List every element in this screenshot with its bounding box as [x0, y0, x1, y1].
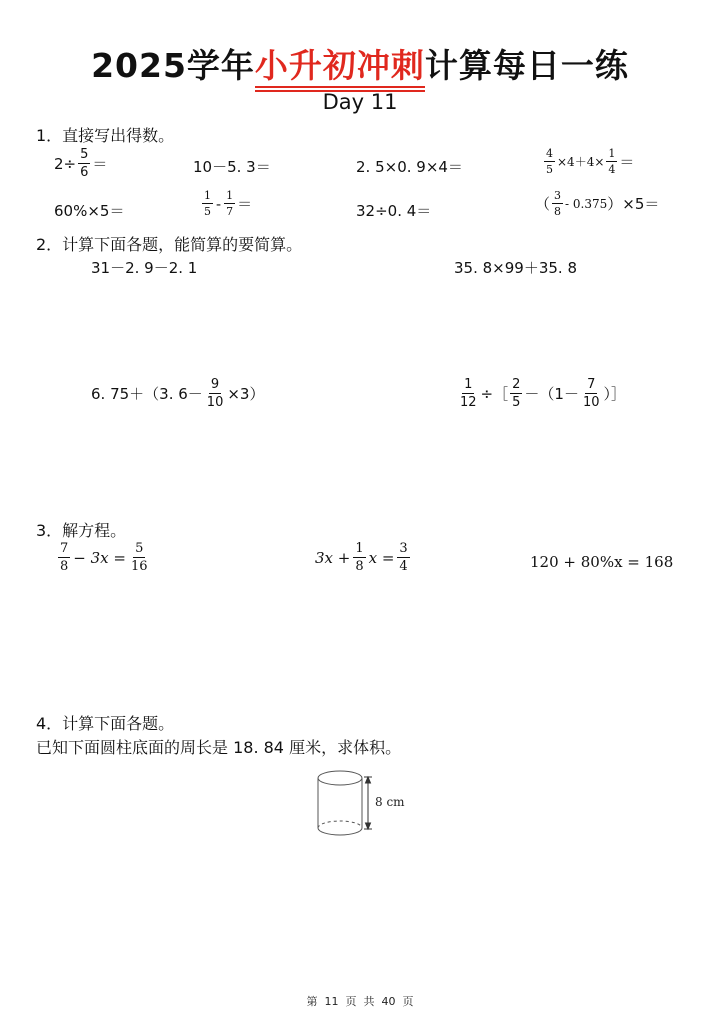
numerator: 3 — [399, 541, 408, 556]
fraction — [397, 542, 409, 573]
denominator: 16 — [130, 559, 148, 574]
s1-item-6 — [200, 190, 252, 217]
numerator: 4 — [546, 147, 553, 160]
fraction — [606, 148, 617, 175]
fraction — [58, 542, 70, 573]
numerator: 5 — [135, 541, 144, 556]
height-arrow-up — [366, 777, 371, 783]
denominator: 8 — [355, 559, 364, 574]
page-subtitle: Day 11 — [322, 90, 398, 114]
title-highlight-text: 小升初冲刺 — [254, 46, 425, 85]
fraction — [205, 378, 226, 409]
denominator: 4 — [399, 559, 408, 574]
numerator: 5 — [80, 147, 89, 162]
section2-heading: 2．计算下面各题，能简算的要简算。 — [36, 235, 303, 254]
denominator: 5 — [512, 395, 521, 410]
cylinder-figure — [310, 765, 420, 845]
denominator: 10 — [206, 395, 224, 410]
section3-heading: 3．解方程。 — [36, 521, 127, 540]
numerator: 7 — [60, 541, 69, 556]
fraction — [581, 378, 602, 409]
s1-item-1-b: ＝ — [92, 155, 108, 173]
section4-question: 已知下面圆柱底面的周长是 18. 84 厘米，求体积。 — [36, 738, 402, 757]
equation-1 — [56, 542, 152, 573]
denominator: 5 — [204, 205, 211, 218]
title-year: 2025 — [91, 46, 187, 85]
s1-item-6-op: - — [216, 194, 222, 213]
fraction — [458, 378, 479, 409]
equation-3: 120 + 80%x = 168 — [530, 553, 674, 571]
fraction — [224, 190, 235, 217]
denominator: 5 — [546, 163, 553, 176]
denominator: 6 — [80, 165, 89, 180]
denominator: 12 — [460, 395, 477, 410]
equation-2 — [314, 542, 412, 573]
s2-problem-3-a: 6. 75＋（3. 6－ — [91, 385, 203, 403]
numerator: 1 — [464, 377, 473, 392]
s2-problem-3 — [91, 378, 264, 409]
height-arrow-down — [366, 823, 371, 829]
denominator: 8 — [60, 559, 69, 574]
cylinder-bottom-arc — [318, 828, 362, 835]
s1-item-8-close: ）×5＝ — [607, 195, 660, 213]
title-suffix: 计算每日一练 — [424, 46, 629, 85]
page-title — [0, 40, 720, 87]
s2-problem-1: 31－2. 9－2. 1 — [91, 259, 198, 277]
s2-problem-2: 35. 8×99＋35. 8 — [454, 259, 577, 277]
s1-item-7: 32÷0. 4＝ — [356, 202, 432, 220]
title-prefix: 学年 — [186, 46, 255, 85]
numerator: 9 — [210, 377, 220, 392]
numerator: 2 — [512, 377, 521, 392]
fraction — [353, 542, 365, 573]
s1-item-3: 2. 5×0. 9×4＝ — [356, 158, 463, 176]
height-label: 8 cm — [375, 795, 405, 809]
denominator: 10 — [582, 395, 600, 410]
s2-problem-4-a: ÷［ — [480, 385, 509, 403]
cylinder-top-ellipse — [318, 771, 362, 785]
s1-item-1 — [54, 148, 107, 179]
denominator: 4 — [608, 163, 616, 176]
s2-problem-4-b: －（1－ — [524, 385, 579, 403]
s1-item-6-end: ＝ — [237, 195, 253, 213]
fraction — [129, 542, 150, 573]
title-underline-1 — [255, 86, 425, 88]
equation-2-a: 3x + — [315, 548, 351, 567]
s1-item-8 — [535, 190, 659, 217]
section4-heading: 4．计算下面各题。 — [36, 714, 175, 733]
section1-heading: 1．直接写出得数。 — [36, 126, 175, 145]
s2-problem-4 — [456, 378, 626, 409]
s1-item-1-fraction — [78, 148, 90, 179]
fraction — [202, 190, 213, 217]
numerator: 1 — [226, 189, 234, 202]
s1-item-8-open: （ — [535, 195, 551, 213]
numerator: 1 — [608, 147, 616, 160]
title-highlight — [255, 46, 425, 85]
cylinder-bottom-hidden-arc — [318, 821, 362, 828]
fraction — [552, 190, 563, 217]
page-footer: 第 11 页 共 40 页 — [306, 995, 414, 1008]
equation-1-mid: − 3x = — [73, 548, 126, 567]
numerator: 3 — [554, 189, 562, 202]
s1-item-2: 10－5. 3＝ — [193, 158, 271, 176]
s1-item-8-mid: - 0.375 — [565, 196, 608, 211]
numerator: 1 — [204, 189, 211, 202]
equation-2-mid: x = — [368, 548, 395, 567]
denominator: 7 — [226, 205, 234, 218]
s1-item-1-a: 2÷ — [54, 154, 77, 173]
fraction — [510, 378, 522, 409]
s2-problem-3-b: ×3） — [227, 385, 265, 403]
fraction — [544, 148, 555, 175]
s1-item-4-end: ＝ — [619, 153, 635, 171]
numerator: 7 — [587, 377, 596, 392]
s2-problem-4-c: ）］ — [603, 385, 627, 403]
s1-item-4 — [542, 148, 634, 175]
s1-item-4-mid: ×4＋4× — [557, 155, 605, 169]
numerator: 1 — [355, 541, 364, 556]
s1-item-5: 60%×5＝ — [54, 202, 125, 220]
denominator: 8 — [554, 205, 562, 218]
